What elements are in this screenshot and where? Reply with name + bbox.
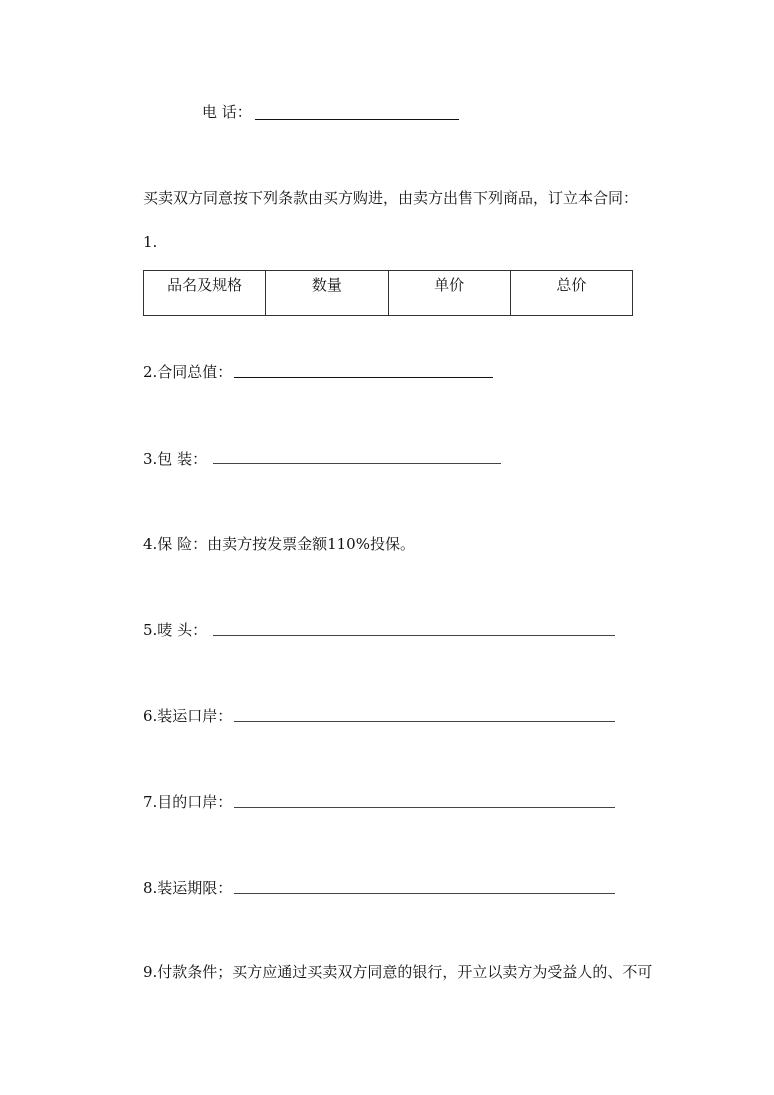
port-of-destination-field-line[interactable] <box>234 807 615 808</box>
phone-label: 电 话： <box>202 103 252 121</box>
insurance-clause: 4.保 险：由卖方按发票金额110%投保。 <box>143 535 415 553</box>
shipment-period-field-line[interactable] <box>234 893 615 894</box>
table-header-cell: 单价 <box>388 271 510 316</box>
contract-value-label: 2.合同总值： <box>143 363 233 381</box>
packing-field-line[interactable] <box>213 463 501 464</box>
packing-label: 3.包 装： <box>143 450 208 468</box>
port-of-loading-field-line[interactable] <box>234 721 615 722</box>
shipment-period-label: 8.装运期限： <box>143 879 233 897</box>
shipping-mark-field-line[interactable] <box>213 635 615 636</box>
table-header-cell: 数量 <box>266 271 388 316</box>
port-of-loading-label: 6.装运口岸： <box>143 707 233 725</box>
table-header-cell: 总价 <box>510 271 632 316</box>
intro-paragraph: 买卖双方同意按下列条款由买方购进，由卖方出售下列商品，订立本合同： <box>143 189 639 207</box>
contract-value-field-line[interactable] <box>234 377 493 378</box>
phone-field-line[interactable] <box>255 119 459 120</box>
payment-terms-clause: 9.付款条件；买方应通过买卖双方同意的银行，开立以卖方为受益人的、不可 <box>143 963 653 981</box>
shipping-mark-label: 5.唛 头： <box>143 621 208 639</box>
port-of-destination-label: 7.目的口岸： <box>143 793 233 811</box>
goods-table <box>143 270 633 316</box>
table-header-cell: 品名及规格 <box>144 271 266 316</box>
table-header-row <box>144 271 633 316</box>
item-1-label: 1. <box>143 233 158 251</box>
